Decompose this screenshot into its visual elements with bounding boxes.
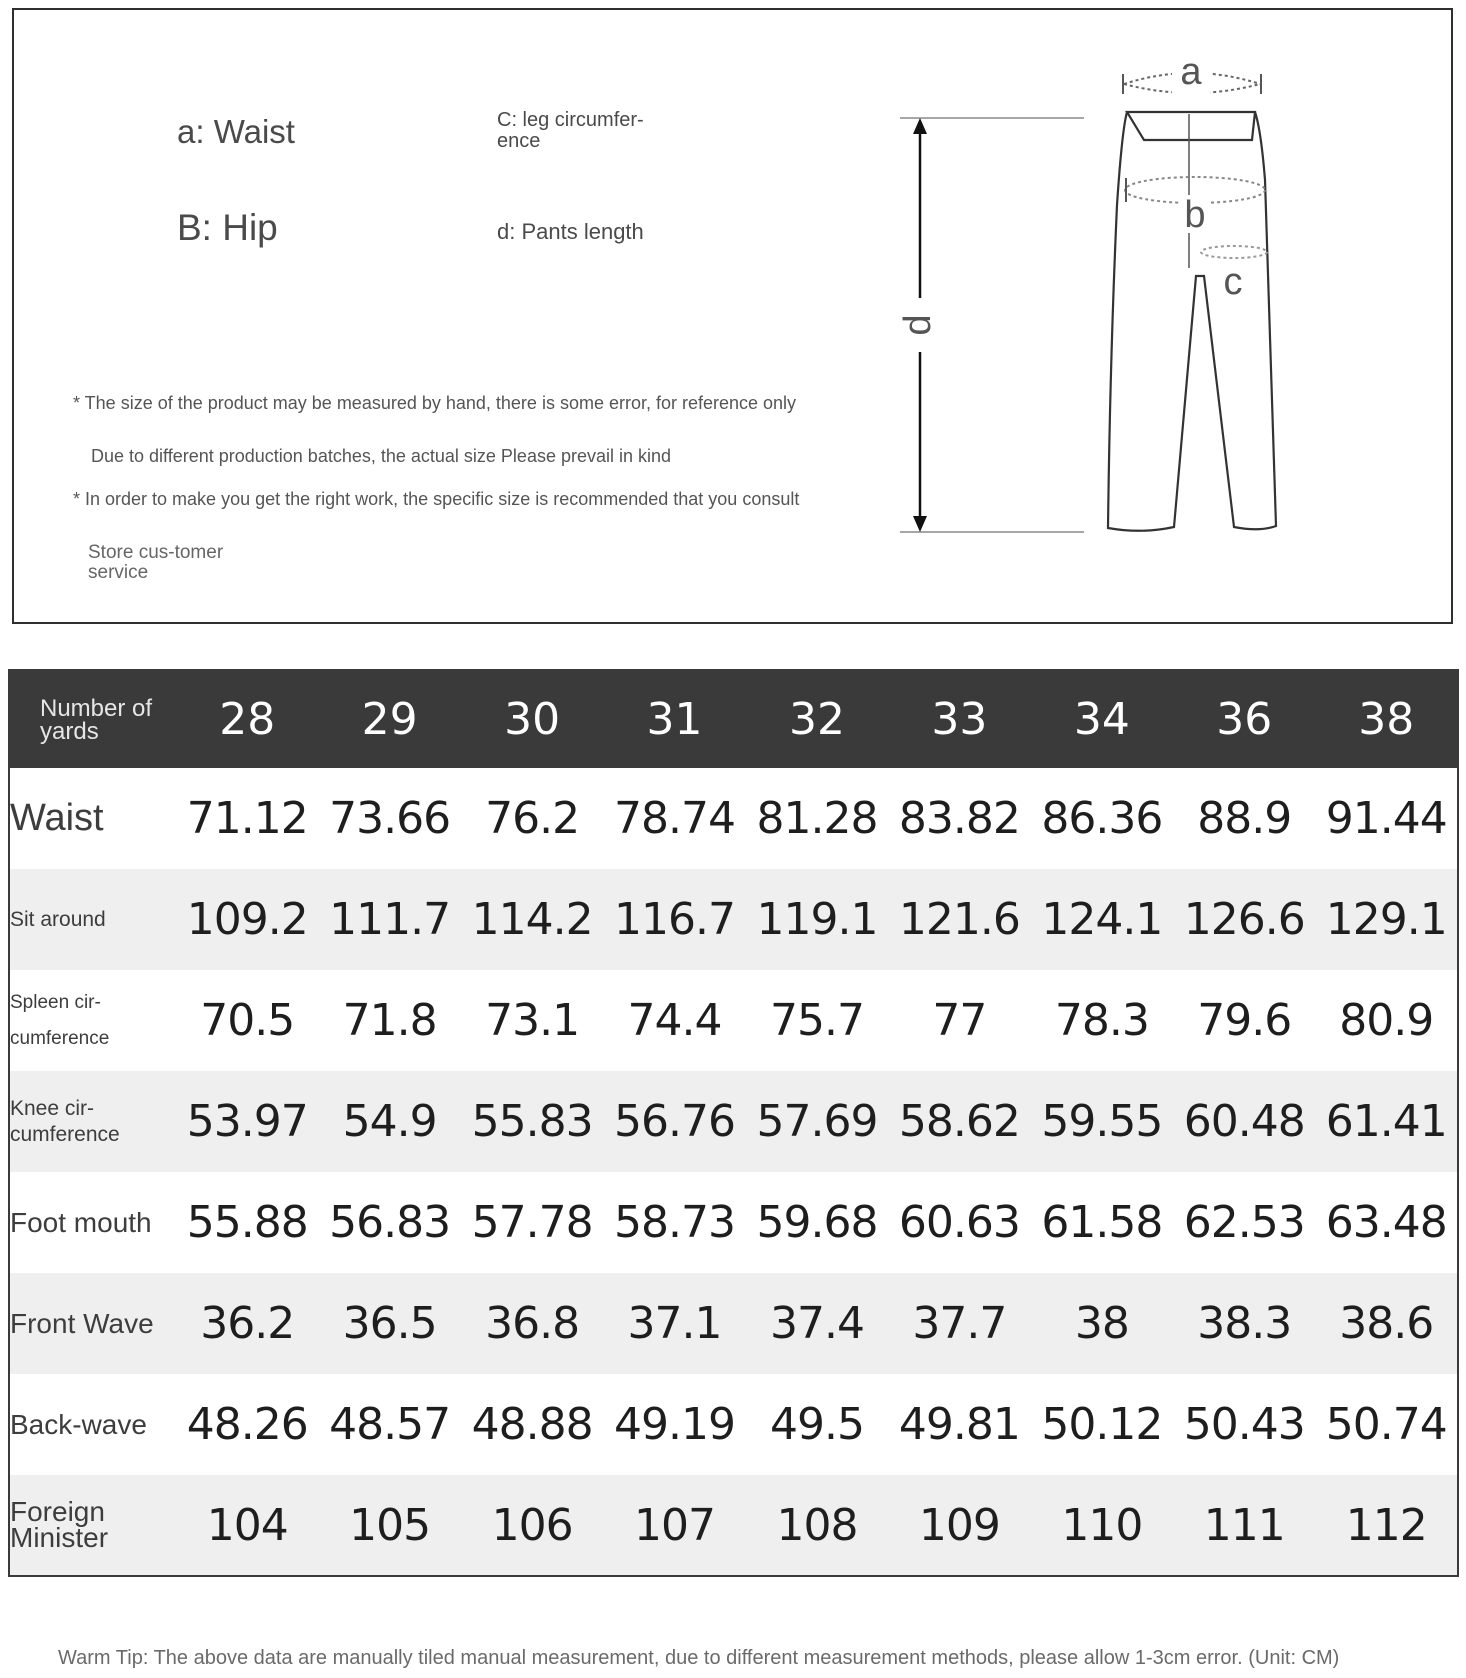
table-cell: 50.74 [1325,1399,1447,1450]
legend-hip-label: B: Hip [177,207,278,248]
size-chart-table [8,669,1459,1577]
table-cell: 109.2 [186,894,308,945]
table-cell: 37.1 [627,1298,722,1349]
table-cell: 111 [1203,1499,1285,1551]
measurement-guide [12,8,1453,624]
table-row-foot-mouth [9,1172,1458,1273]
table-cell: 53.97 [186,1096,308,1147]
note-production-batches: Due to different production batches, the actual size Please prevail in kind [91,446,672,466]
diagram-letter-d: d [897,314,940,336]
table-cell: 109 [918,1499,1000,1551]
size-column-header: 32 [788,694,845,745]
pants-waistband [1127,112,1255,140]
table-cell: 54.9 [342,1096,437,1147]
table-cell: 71.12 [186,793,308,844]
diagram-letter-c: c [1223,261,1243,303]
row-label: Back-wave [10,1408,147,1440]
table-cell: 114.2 [471,894,593,945]
table-cell: 56.83 [329,1197,451,1248]
table-cell: 57.69 [756,1096,878,1147]
table-cell: 126.6 [1183,894,1305,945]
table-cell: 49.19 [614,1399,736,1450]
table-cell: 76.2 [485,793,580,844]
table-row-knee-circumference [9,1071,1458,1172]
table-cell: 111.7 [329,894,451,945]
table-cell: 36.8 [485,1298,580,1349]
pants-diagram [884,30,1304,550]
table-cell: 49.5 [769,1399,864,1450]
table-cell: 79.6 [1197,995,1292,1046]
table-cell: 61.41 [1325,1096,1447,1147]
legend-pants-length-label: d: Pants length [497,219,644,244]
table-row-back-wave [9,1374,1458,1475]
table-cell: 112 [1345,1499,1427,1551]
table-cell: 86.36 [1041,793,1163,844]
size-column-header: 28 [219,694,276,745]
table-cell: 57.78 [471,1197,593,1248]
size-column-header: 33 [931,694,988,745]
size-column-header: 34 [1073,694,1130,745]
table-cell: 110 [1061,1499,1143,1551]
table-cell: 108 [776,1499,858,1551]
pants-outline [1108,112,1276,531]
table-cell: 91.44 [1325,793,1447,844]
table-cell: 80.9 [1339,995,1434,1046]
table-cell: 116.7 [614,894,736,945]
row-label: Front Wave [10,1307,154,1339]
table-cell: 56.76 [614,1096,736,1147]
table-cell: 37.4 [769,1298,864,1349]
table-cell: 63.48 [1325,1197,1447,1248]
table-cell: 105 [349,1499,431,1551]
table-cell: 81.28 [756,793,878,844]
table-cell: 71.8 [342,995,437,1046]
table-cell: 48.57 [329,1399,451,1450]
table-cell: 106 [491,1499,573,1551]
table-cell: 48.88 [471,1399,593,1450]
table-cell: 83.82 [898,793,1020,844]
table-cell: 107 [634,1499,716,1551]
table-cell: 55.88 [186,1197,308,1248]
table-cell: 78.3 [1054,995,1149,1046]
table-cell: 60.48 [1183,1096,1305,1147]
table-cell: 38.3 [1197,1298,1292,1349]
table-cell: 129.1 [1325,894,1447,945]
legend-waist-label: a: Waist [177,113,295,150]
row-label: Spleen cir-cumference [10,991,110,1049]
table-cell: 36.5 [342,1298,437,1349]
table-row-spleen-circumference [9,970,1458,1071]
row-label: Foot mouth [10,1206,152,1238]
row-label: Foreign Minister [10,1496,109,1553]
table-cell: 38 [1074,1298,1129,1349]
table-cell: 59.55 [1041,1096,1163,1147]
leg-measure-ellipse [1201,246,1267,258]
table-cell: 50.43 [1183,1399,1305,1450]
table-cell: 48.26 [186,1399,308,1450]
note-measurement-error: * The size of the product may be measured by hand, there is some error, for reference only [73,393,797,413]
table-cell: 50.12 [1041,1399,1163,1450]
table-cell: 78.74 [614,793,736,844]
length-arrow-head-bottom [913,516,927,532]
table-cell: 38.6 [1339,1298,1434,1349]
table-cell: 58.73 [614,1197,736,1248]
size-column-header: 38 [1358,694,1415,745]
table-header-row [9,670,1458,768]
table-cell: 75.7 [769,995,864,1046]
table-cell: 124.1 [1041,894,1163,945]
table-cell: 59.68 [756,1197,878,1248]
table-cell: 77 [932,995,987,1046]
table-row-waist [9,768,1458,869]
table-cell: 55.83 [471,1096,593,1147]
row-label: Waist [10,797,104,839]
table-cell: 60.63 [898,1197,1020,1248]
note-customer-service: Store cus-tomer service [88,542,224,583]
size-column-header: 30 [504,694,561,745]
table-row-sit-around [9,869,1458,970]
note-consult-size: * In order to make you get the right work, the specific size is recommended that you consult [73,489,800,509]
row-label: Knee cir-cumference [10,1096,120,1146]
warm-tip-footer: Warm Tip: The above data are manually tiled manual measurement, due to different measurement methods, please allow 1-3cm error. (Unit: CM) [58,1647,1340,1669]
table-cell: 121.6 [898,894,1020,945]
table-cell: 61.58 [1041,1197,1163,1248]
diagram-letter-a: a [1180,51,1202,93]
table-cell: 104 [206,1499,288,1551]
row-label: Sit around [10,907,106,931]
size-number-header: Number of yards [40,694,153,745]
table-cell: 119.1 [756,894,878,945]
table-cell: 62.53 [1183,1197,1305,1248]
table-cell: 73.66 [329,793,451,844]
diagram-letter-b: b [1184,194,1206,236]
size-column-header: 29 [361,694,418,745]
table-row-foreign-minister [9,1475,1458,1576]
table-cell: 49.81 [898,1399,1020,1450]
size-column-header: 31 [646,694,703,745]
table-row-front-wave [9,1273,1458,1374]
table-cell: 36.2 [200,1298,295,1349]
legend-leg-circumference-label: C: leg circumfer-ence [497,109,644,152]
table-cell: 74.4 [627,995,722,1046]
size-column-header: 36 [1216,694,1273,745]
length-arrow-head-top [913,118,927,134]
table-cell: 73.1 [485,995,580,1046]
table-cell: 58.62 [898,1096,1020,1147]
table-cell: 70.5 [200,995,295,1046]
table-cell: 88.9 [1197,793,1292,844]
table-cell: 37.7 [912,1298,1007,1349]
